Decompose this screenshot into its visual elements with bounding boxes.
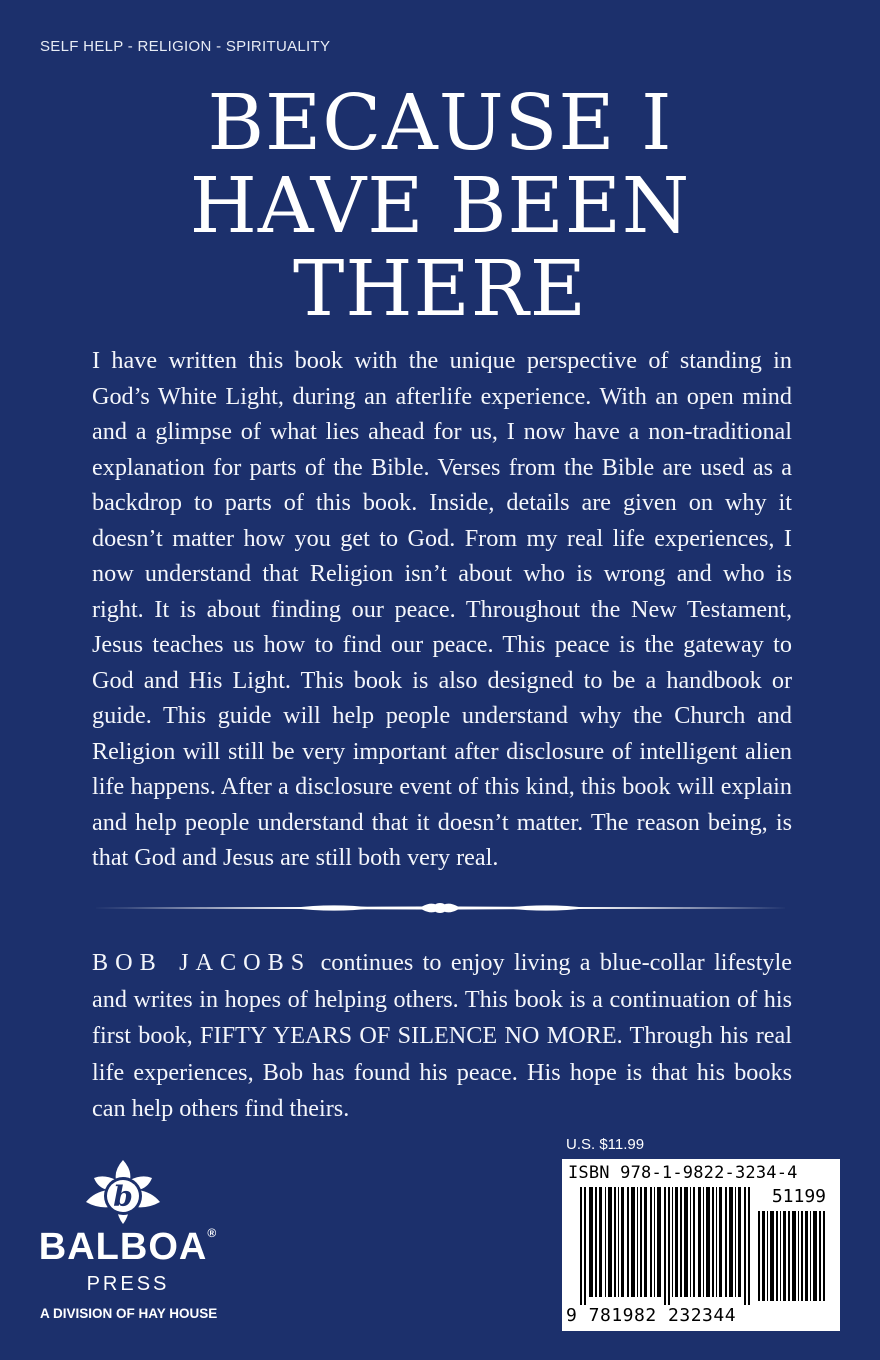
isbn-number: ISBN 978-1-9822-3234-4	[568, 1163, 798, 1183]
title-line-1: BECAUSE I	[207, 79, 673, 168]
author-bio-text: continues to enjoy living a blue-collar lifestyle and writes in hopes of helping others. This book is a continuation of his first book, FIFTY YEARS OF SILENCE NO MORE. Through his real life experiences, Bob has found his peace. His hope is that his books can help others find theirs.	[92, 949, 792, 1122]
publisher-name-text: BALBOA	[38, 1226, 208, 1268]
category-label: SELF HELP - RELIGION - SPIRITUALITY	[40, 38, 331, 55]
logo-letter: b	[113, 1180, 133, 1213]
publisher-sub: PRESS	[86, 1273, 170, 1295]
book-title	[0, 79, 880, 334]
isbn-barcode	[562, 1159, 840, 1331]
publisher-name	[38, 1226, 218, 1269]
author-bio	[92, 945, 792, 1128]
title-line-2: HAVE BEEN	[189, 162, 691, 251]
ornamental-divider	[92, 896, 788, 920]
publisher-division: A DIVISION OF HAY HOUSE	[40, 1306, 218, 1321]
price-code: 51199	[771, 1186, 826, 1207]
barcode-digits: 9 781982 232344	[566, 1305, 737, 1326]
title-line-3: THERE	[293, 245, 587, 334]
author-name: BOB JACOBS	[92, 949, 312, 976]
book-description: I have written this book with the unique perspective of standing in God’s White Light, during an afterlife experience. With an open mind and a glimpse of what lies ahead for us, I now have a non-traditional explanation for parts of the Bible. Verses from the Bible are used as a backdrop to parts of this book. Inside, details are given on why it doesn’t matter how you get to God. From my real life experiences, I now understand that Religion isn’t about who is wrong and who is right. It is about finding our peace. Throughout the New Testament, Jesus teaches us how to find our peace. This peace is the gateway to God and His Light. This book is also designed to be a handbook or guide. This guide will help people understand why the Church and Religion will still be very important after disclosure of intelligent alien life happens. After a disclosure event of this kind, this book will explain and help people understand that it doesn’t matter. The reason being, is that God and Jesus are still both very real.	[92, 347, 792, 871]
price-label: U.S. $11.99	[566, 1136, 645, 1153]
barcode-bars	[580, 1187, 752, 1305]
lotus-b-icon	[68, 1156, 178, 1226]
price-barcode-bars	[758, 1211, 826, 1301]
registered-mark: ®	[207, 1226, 218, 1240]
publisher-logo	[38, 1156, 228, 1326]
